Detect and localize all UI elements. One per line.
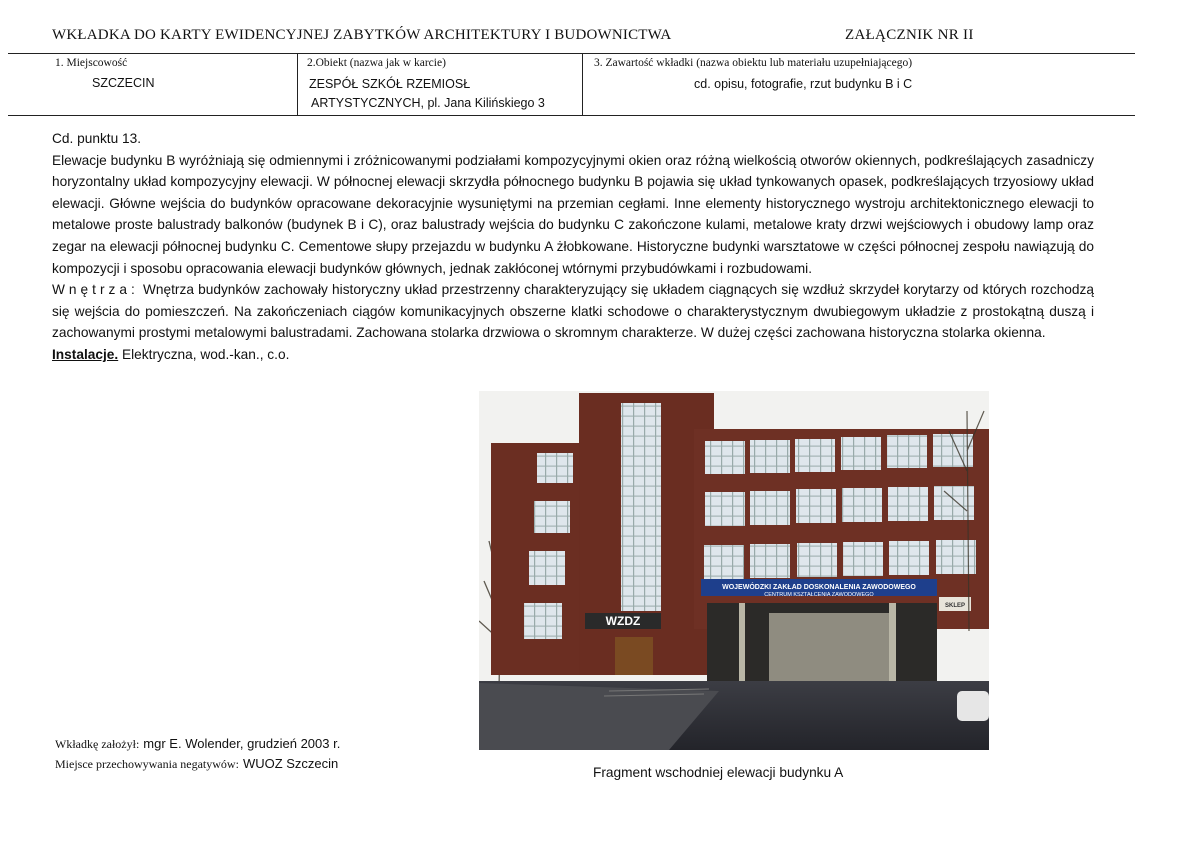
installations-paragraph bbox=[52, 344, 1094, 366]
storage-line bbox=[55, 756, 338, 772]
installations-label: Instalacje. bbox=[52, 346, 119, 362]
photo-sign-wzdz: WZDZ bbox=[605, 614, 641, 628]
photo-caption: Fragment wschodniej elewacji budynku A bbox=[593, 765, 844, 780]
photo-sign-main: WOJEWÓDZKI ZAKŁAD DOSKONALENIA ZAWODOWEGO bbox=[722, 584, 916, 591]
object-name-line1: ZESPÓŁ SZKÓŁ RZEMIOSŁ bbox=[309, 77, 471, 91]
object-name-line2: ARTYSTYCZNYCH, pl. Jana Kilińskiego 3 bbox=[311, 96, 545, 110]
content-label: 3. Zawartość wkładki (nazwa obiektu lub materiału uzupełniającego) bbox=[594, 57, 913, 69]
installations-text: Elektryczna, wod.-kan., c.o. bbox=[122, 346, 290, 362]
location-value: SZCZECIN bbox=[92, 76, 155, 90]
annex-number: ZAŁĄCZNIK NR II bbox=[845, 27, 974, 43]
table-bottom-rule bbox=[8, 115, 1135, 116]
storage-label: Miejsce przechowywania negatywów: bbox=[55, 757, 239, 771]
object-label: 2.Obiekt (nazwa jak w karcie) bbox=[307, 57, 446, 69]
column-divider bbox=[582, 53, 583, 116]
author-value: mgr E. Wolender, grudzień 2003 r. bbox=[143, 736, 341, 751]
interior-label: Wnętrza: bbox=[52, 282, 139, 298]
column-divider bbox=[297, 53, 298, 116]
storage-value: WUOZ Szczecin bbox=[242, 756, 339, 771]
author-line bbox=[55, 736, 340, 752]
description-body bbox=[52, 128, 1094, 366]
photo-sign-shop: SKLEP bbox=[944, 603, 966, 609]
author-label: Wkładkę założył: bbox=[55, 737, 140, 751]
card-title: WKŁADKA DO KARTY EWIDENCYJNEJ ZABYTKÓW ARCHITEKTURY I BUDOWNICTWA bbox=[52, 27, 672, 43]
section-heading: Cd. punktu 13. bbox=[52, 131, 142, 146]
interior-text: Wnętrza budynków zachowały historyczny układ przestrzenny charakteryzujący się układem ciągnących się wzdłuż skrzydeł korytarzy od których rozchodzą się wejścia do pomieszczeń. Na zakończeniach ciągów komunikacyjnych obszerne klatki schodowe o charakterystycznym dwubiegowym układzie z prostokątną duszą i zachowanymi prostymi metalowymi balustradami. Zachowana stolarka drzwiowa o skromnym charakterze. W dużej części zachowana historyczna stolarka okienna. bbox=[52, 282, 1094, 341]
building-photo bbox=[479, 391, 989, 750]
photo-sign-sub: CENTRUM KSZTAŁCENIA ZAWODOWEGO bbox=[764, 592, 874, 598]
facade-paragraph: Elewacje budynku B wyróżniają się odmiennymi i zróżnicowanymi podziałami kompozycyjnymi okien oraz różną wielkością otworów okiennych, podkreślających zasadniczy horyzontalny układ kompozycyjny elewacji. W północnej elewacji skrzydła północnego budynku B pojawia się układ tynkowanych opasek, podkreślających trzyosiowy układ elewacji. Główne wejścia do budynków opracowane dekoracyjnie wysuniętymi na przemian cegłami. Inne elementy historycznego wystroju architektonicznego elewacji to metalowe proste balustrady balkonów (budynek B i C), oraz balustrady wejścia do budynku C zakończone kulami, metalowe kraty drzwi wejściowych i obudowy lamp oraz zegar na elewacji północnej budynku C. Cementowe słupy przejazdu w budynku A żłobkowane. Historyczne budynki warsztatowe w części północnej zespołu nawiązują do kompozycji i sposobu opracowania elewacji budynków głównych, jednak zakłóconej wtórnymi przybudówkami i rozbudowami. bbox=[52, 152, 1094, 276]
interior-paragraph bbox=[52, 279, 1094, 344]
table-top-rule bbox=[8, 53, 1135, 54]
location-label: 1. Miejscowość bbox=[55, 57, 128, 69]
content-value: cd. opisu, fotografie, rzut budynku B i C bbox=[694, 77, 913, 91]
